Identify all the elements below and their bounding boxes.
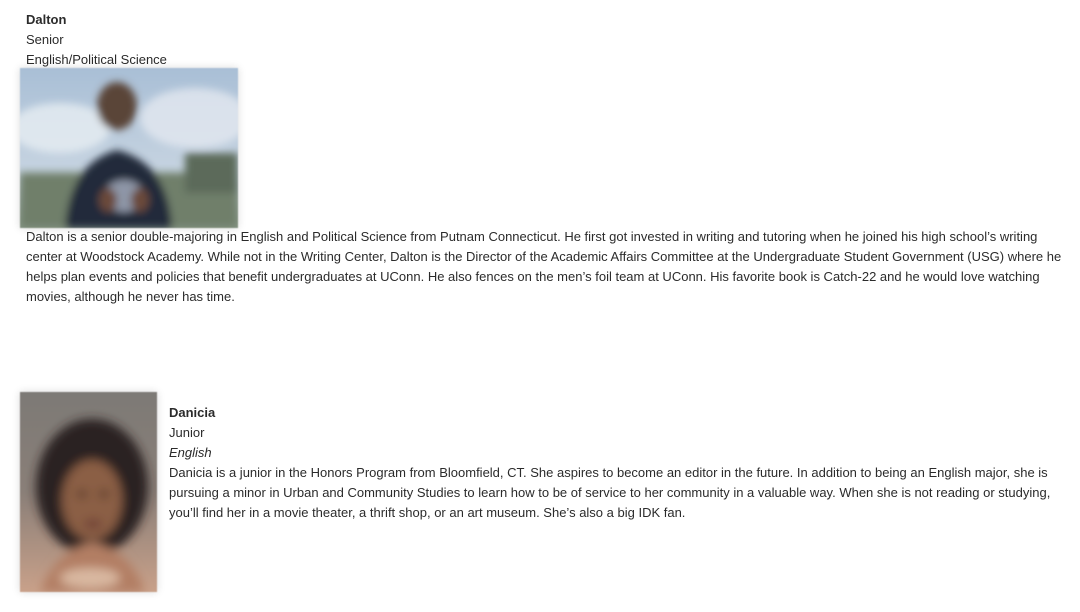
danicia-photo-image: [20, 392, 157, 592]
profile-danicia: [169, 403, 1069, 523]
profile-year: Senior: [26, 32, 64, 47]
profile-bio: Dalton is a senior double-majoring in English and Political Science from Putnam Connecticut. He first got invested in writing and tutoring when he joined his high school’s writing center at Woodstock Academy. While not in the Writing Center, Dalton is the Director of the Academic Affairs Committee at the Undergraduate Student Government (USG) where he helps plan events and policies that benefit undergraduates at UConn. He also fences on the men’s foil team at UConn. His favorite book is Catch-22 and he would love watching movies, although he never has time.: [26, 229, 1062, 304]
profile-major: English: [169, 445, 212, 460]
dalton-photo-image: [20, 68, 238, 228]
danicia-photo: [20, 392, 157, 592]
dalton-photo: [20, 68, 238, 228]
profile-name: Dalton: [26, 12, 67, 27]
profile-major: English/Political Science: [26, 52, 167, 67]
profile-bio: Danicia is a junior in the Honors Program from Bloomfield, CT. She aspires to become an editor in the future. In addition to being an English major, she is pursuing a minor in Urban and Community Studies to learn how to be of service to her community in a valuable way. When she is not reading or studying, you’ll find her in a movie theater, a thrift shop, or an art museum. She’s also a big IDK fan.: [169, 465, 1051, 520]
profile-dalton: [26, 10, 1072, 70]
profile-year: Junior: [169, 425, 205, 440]
profile-name: Danicia: [169, 405, 216, 420]
